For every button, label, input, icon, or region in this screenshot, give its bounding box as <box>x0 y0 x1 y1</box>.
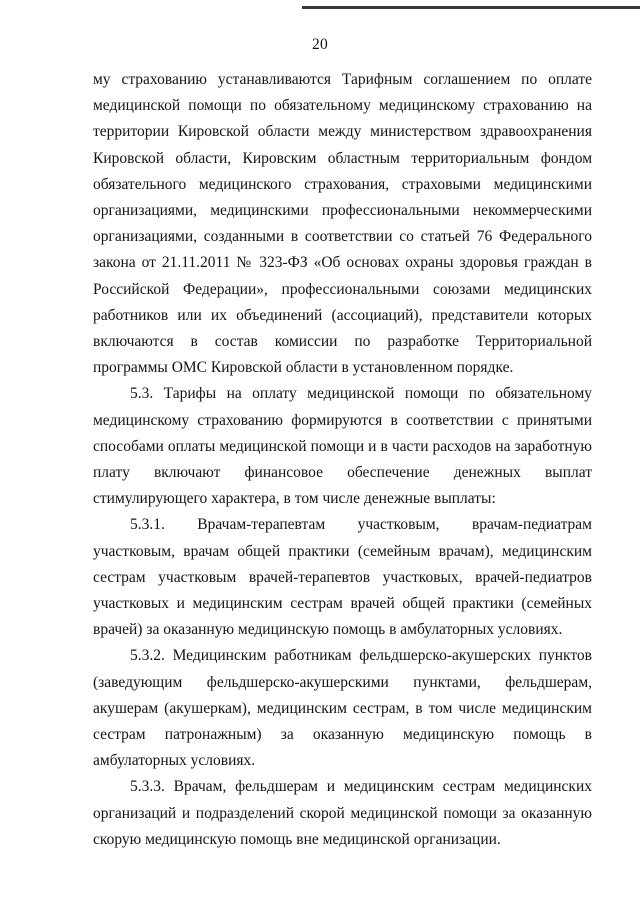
document-body <box>93 67 592 853</box>
paragraph-continuation: му страхованию устанавливаются Тарифным соглашением по оплате медицинской помощи по обязательному медицинскому страхованию на территории Кировской области между министерством здравоохранения Кировской области, Кировским областным территориальным фондом обязательного медицинского страхования, страховыми медицинскими организациями, медицинскими профессиональными некоммерческими организациями, созданными в соответствии со статьей 76 Федерального закона от 21.11.2011 № 323-ФЗ «Об основах охраны здоровья граждан в Российской Федерации», профессиональными союзами медицинских работников или их объединений (ассоциаций), представители которых включаются в состав комиссии по разработке Территориальной программы ОМС Кировской области в установленном порядке. <box>93 71 592 377</box>
paragraph-5-3-1: 5.3.1. Врачам-терапевтам участковым, врачам-педиатрам участковым, врачам общей практики (семейным врачам), медицинским сестрам участковым врачей-терапевтов участковых, врачей-педиатров участковых и медицинским сестрам врачей общей практики (семейных врачей) за оказанную медицинскую помощь в амбулаторных условиях. <box>93 516 592 639</box>
paragraph-5-3: 5.3. Тарифы на оплату медицинской помощи по обязательному медицинскому страхованию формируются в соответствии с принятыми способами оплаты медицинской помощи и в части расходов на заработную плату включают финансовое обеспечение денежных выплат стимулирующего характера, в том числе денежные выплаты: <box>93 385 592 508</box>
paragraph-5-3-2: 5.3.2. Медицинским работникам фельдшерско-акушерских пунктов (заведующим фельдшерско-акушерскими пунктами, фельдшерам, акушерам (акушеркам), медицинским сестрам, в том числе медицинским сестрам патронажным) за оказанную медицинскую помощь в амбулаторных условиях. <box>93 647 592 770</box>
page-number: 20 <box>311 36 329 53</box>
paragraph-5-3-3: 5.3.3. Врачам, фельдшерам и медицинским сестрам медицинских организаций и подразделений скорой медицинской помощи за оказанную скорую медицинскую помощь вне медицинской организации. <box>93 778 592 848</box>
header-rule <box>302 6 640 9</box>
